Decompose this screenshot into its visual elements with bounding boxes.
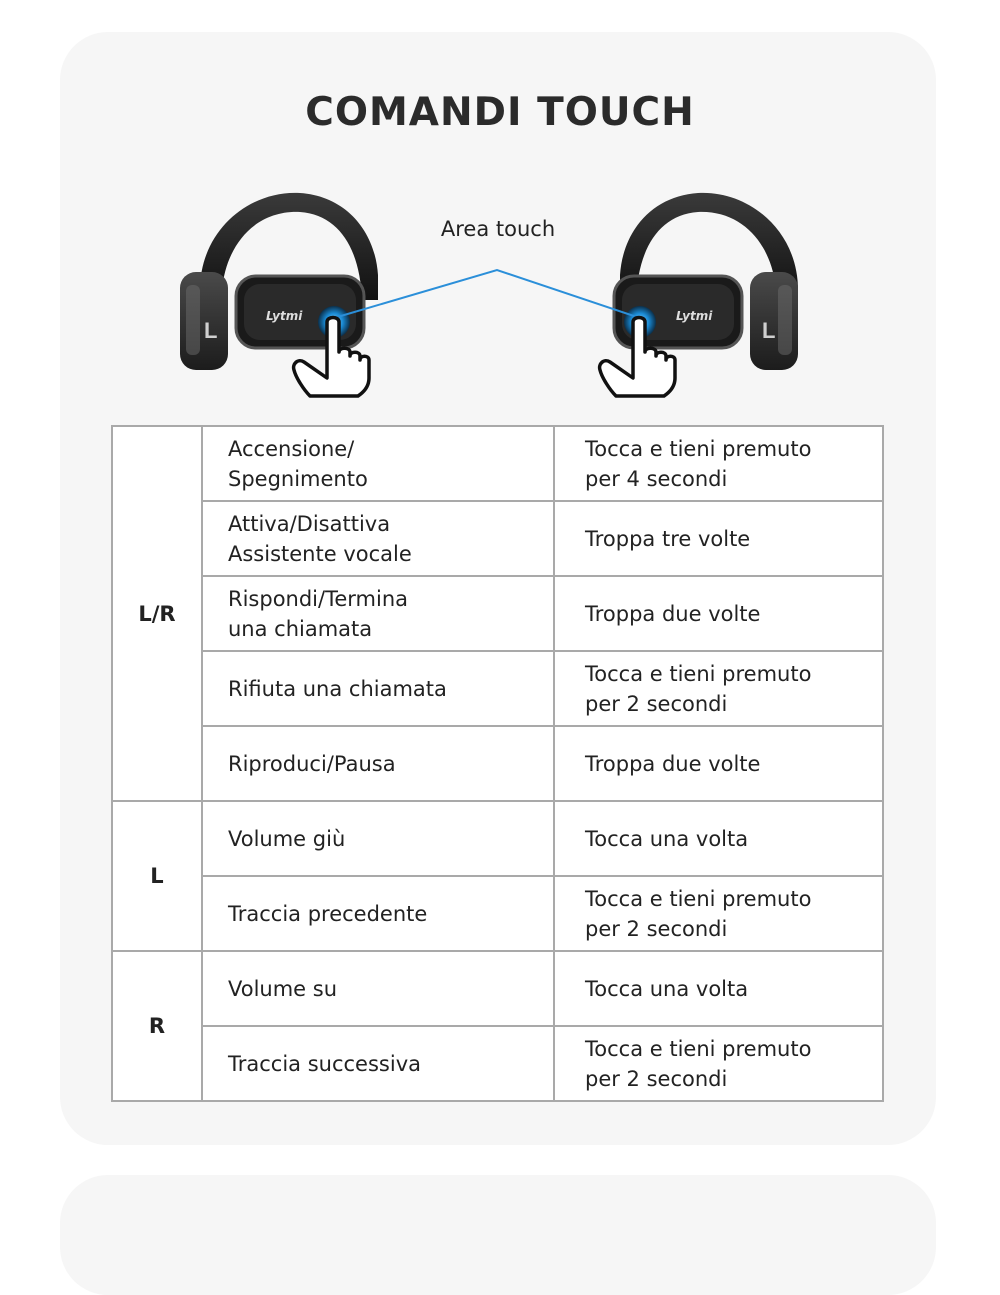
next-card <box>60 1175 936 1295</box>
action-cell: Attiva/Disattiva Assistente vocale <box>202 501 554 576</box>
table-row <box>112 576 883 651</box>
action-cell: Riproduci/Pausa <box>202 726 554 801</box>
gesture-cell: Troppa due volte <box>554 576 883 651</box>
gesture-cell: Tocca e tieni premuto per 2 secondi <box>554 876 883 951</box>
action-cell: Rifiuta una chiamata <box>202 651 554 726</box>
group-label: L <box>112 801 202 951</box>
brand-right: Lytmi <box>676 309 713 323</box>
table-row <box>112 726 883 801</box>
table-row <box>112 951 883 1026</box>
action-cell: Volume su <box>202 951 554 1026</box>
gesture-cell: Troppa due volte <box>554 726 883 801</box>
touch-area-label: Area touch <box>440 217 556 241</box>
touch-area-pointer-lines <box>334 270 640 318</box>
table-row <box>112 426 883 501</box>
gesture-cell: Tocca e tieni premuto per 2 secondi <box>554 651 883 726</box>
group-label: L/R <box>112 426 202 801</box>
group-label: R <box>112 951 202 1101</box>
table-row <box>112 501 883 576</box>
action-cell: Rispondi/Termina una chiamata <box>202 576 554 651</box>
brand-mark-left-icon: L <box>204 318 218 343</box>
gesture-cell: Tocca e tieni premuto per 4 secondi <box>554 426 883 501</box>
gesture-cell: Tocca una volta <box>554 801 883 876</box>
table-row <box>112 801 883 876</box>
left-earbud <box>180 193 378 370</box>
action-cell: Volume giù <box>202 801 554 876</box>
table-row <box>112 1026 883 1101</box>
brand-left: Lytmi <box>266 309 303 323</box>
earbuds-illustration <box>0 0 1000 420</box>
action-cell: Traccia successiva <box>202 1026 554 1101</box>
table-row <box>112 651 883 726</box>
gesture-cell: Troppa tre volte <box>554 501 883 576</box>
gesture-cell: Tocca una volta <box>554 951 883 1026</box>
table-row <box>112 876 883 951</box>
touch-commands-table <box>111 425 884 1102</box>
action-cell: Traccia precedente <box>202 876 554 951</box>
brand-mark-right-icon: L <box>762 318 776 343</box>
gesture-cell: Tocca e tieni premuto per 2 secondi <box>554 1026 883 1101</box>
page-title: COMANDI TOUCH <box>305 90 695 135</box>
action-cell: Accensione/ Spegnimento <box>202 426 554 501</box>
